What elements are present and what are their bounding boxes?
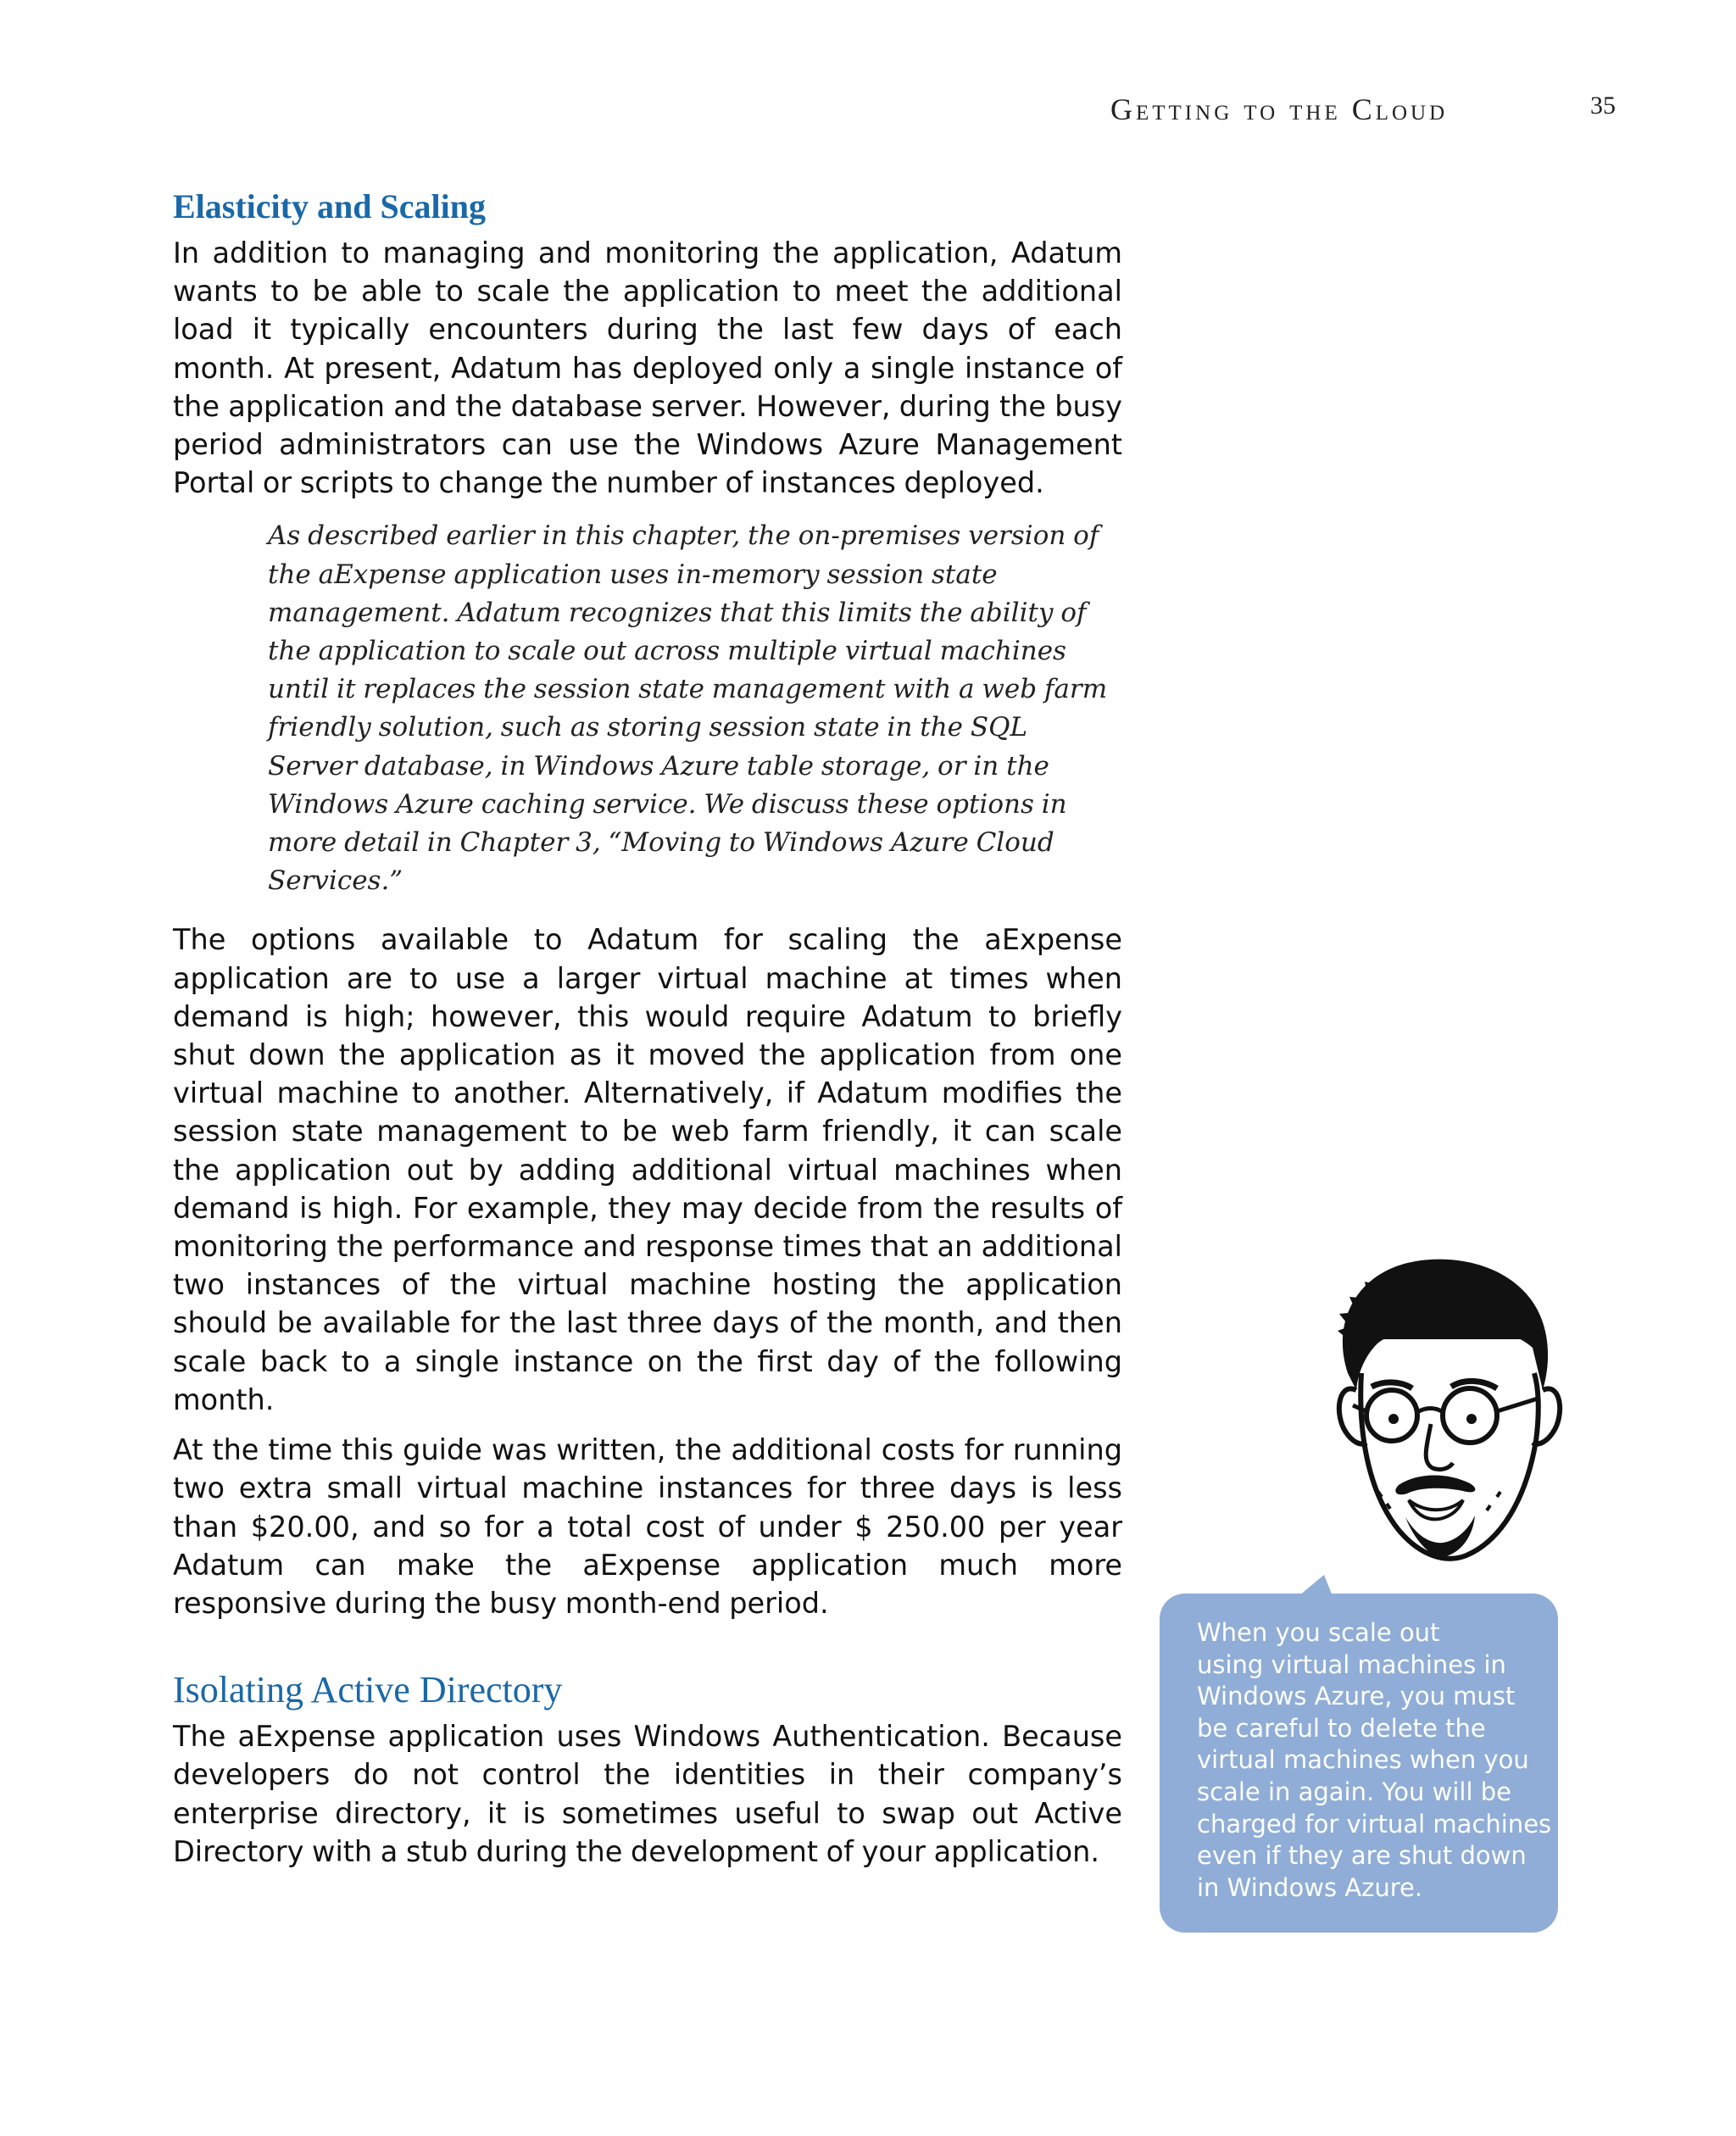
- callout-line: charged for virtual machines: [1197, 1809, 1552, 1838]
- running-head: Getting to the Cloud: [1110, 92, 1449, 126]
- callout-line: using virtual machines in: [1197, 1649, 1506, 1679]
- paragraph-costs: At the time this guide was written, the additional costs for running two extra small virtual machine instances for three days is less than $20.00, and so for a total cost of under $ 250.00 per year Adatum can make the aExpense application much more responsive during the busy month-end period.: [173, 1433, 1122, 1620]
- section-heading-active-directory: Isolating Active Directory: [173, 1669, 563, 1711]
- callout-line: be careful to delete the: [1197, 1713, 1486, 1743]
- section-spacer: [173, 1634, 1122, 1668]
- callout-line: virtual machines when you: [1197, 1745, 1529, 1775]
- callout-line: even if they are shut down: [1197, 1841, 1527, 1871]
- paragraph-active-directory: The aExpense application uses Windows Authentication. Because developers do not control the identities in their company’s enterprise directory, it is sometimes useful to swap out Active Directory with a stub during the development of your application.: [173, 1720, 1122, 1868]
- section-heading-elasticity: Elasticity and Scaling: [173, 187, 486, 225]
- paragraph-scaling-options: The options available to Adatum for scaling the aExpense application are to use a larger virtual machine at times when demand is high; however, this would require Adatum to briefly shut down the application as it moved the application from one virtual machine to another. Alternatively, if Adatum modifies the session state management to be web farm friendly, it can scale the application out by adding additional virtual machines when demand is high. For example, they may decide from the results of monitoring the performance and response times that an additional two instances of the virtual machine hosting the application should be available for the last three days of the month, and then scale back to a single instance on the first day of the following month.: [173, 923, 1122, 1416]
- sidebar-callout: [1160, 1594, 1558, 1933]
- page-number: 35: [1590, 92, 1616, 120]
- author-portrait-illustration: [1297, 1246, 1577, 1585]
- callout-line: in Windows Azure.: [1197, 1872, 1423, 1902]
- callout-line: When you scale out: [1197, 1618, 1440, 1647]
- callout-line: Windows Azure, you must: [1197, 1682, 1516, 1711]
- paragraph-elasticity-intro: In addition to managing and monitoring the application, Adatum wants to be able to scale the application to meet the additional load it typically encounters during the last few days of each month. At present, Adatum has deployed only a single instance of the application and the database server. However, during the busy period administrators can use the Windows Azure Management Portal or scripts to change the number of instances deployed.: [173, 236, 1122, 500]
- main-column: [173, 185, 1122, 1883]
- italic-note: As described earlier in this chapter, the on-premises version of the aExpense application uses in-memory session state management. Adatum recognizes that this limits the ability of the application to scale out across multiple virtual machines until it replaces the session state management with a web farm friendly solution, such as storing session state in the SQL Server database, in Windows Azure table storage, or in the Windows Azure caching service. We discuss these options in more detail in Chapter 3, “Moving to Windows Azure Cloud Services.”: [268, 520, 1108, 897]
- callout-line: scale in again. You will be: [1197, 1777, 1511, 1806]
